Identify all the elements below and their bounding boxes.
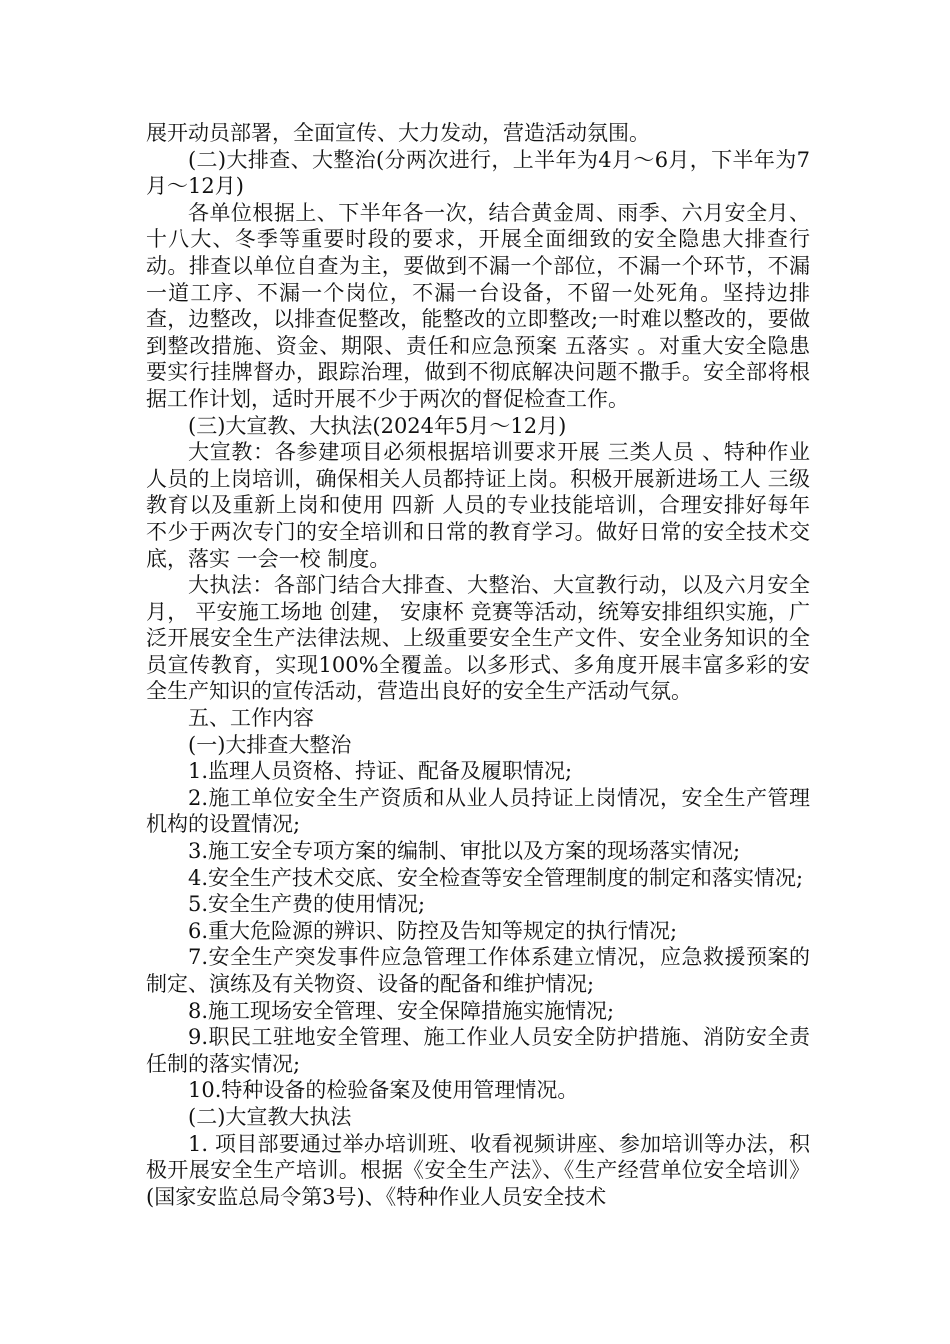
- list-item-8: 8.施工现场安全管理、安全保障措施实施情况;: [188, 998, 615, 1023]
- list-item-4: 4.安全生产技术交底、安全检查等安全管理制度的制定和落实情况;: [188, 865, 804, 890]
- paragraph-inspection-details: 各单位根据上、下半年各一次，结合黄金周、雨季、六月安全月、十八大、冬季等重要时段的要求，开展全面细致的安全隐患大排查行动。排查以单位自查为主，要做到不漏一个部位，不漏一个环节，不漏一道工序、不漏一个岗位，不漏一台设备，不留一处死角。坚持边排查，边整改，以排查促整改，能整改的立即整改;一时难以整改的，要做到整改措施、资金、期限、责任和应急预案 五落实 。对重大安全隐患要实行挂牌督办，跟踪治理，做到不彻底解决问题不撒手。安全部将根据工作计划，适时开展不少于两次的督促检查工作。: [146, 200, 810, 411]
- list-item-2: 2.施工单位安全生产资质和从业人员持证上岗情况，安全生产管理机构的设置情况;: [146, 785, 810, 837]
- list-item-7: 7.安全生产突发事件应急管理工作体系建立情况，应急救援预案的制定、演练及有关物资、设备的配备和维护情况;: [146, 945, 810, 996]
- paragraph-activity-atmosphere: 展开动员部署，全面宣传、大力发动，营造活动氛围。: [146, 121, 650, 145]
- list-item-5: 5.安全生产费的使用情况;: [188, 892, 426, 917]
- paragraph-enforcement: 大执法：各部门结合大排查、大整治、大宣教行动，以及六月安全月， 平安施工场地 创建， 安康杯 竞赛等活动，统筹安排组织实施，广泛开展安全生产法律法规、上级重要安全生产文件、安全业务知识的全员宣传教育，实现100%全覆盖。以多形式、多角度开展丰富多彩的安全生产知识的宣传活动，营造出良好的安全生产活动气氛。: [146, 573, 810, 704]
- subheading-education-enforcement: (二)大宣教大执法: [188, 1104, 352, 1129]
- section-heading-work-content: 五、工作内容: [188, 706, 314, 731]
- subheading-inspection-rectification: (一)大排查大整治: [188, 732, 352, 757]
- list-item-3: 3.施工安全专项方案的编制、审批以及方案的现场落实情况;: [188, 839, 741, 864]
- paragraph-training: 1. 项目部要通过举办培训班、收看视频讲座、参加培训等办法，积极开展安全生产培训。根据《安全生产法》、《生产经营单位安全培训》(国家安监总局令第3号)、《特种作业人员安全技术: [146, 1131, 810, 1209]
- document-page: [146, 120, 810, 1210]
- heading-big-inspection: (二)大排查、大整治(分两次进行，上半年为4月～6月，下半年为7月～12月): [146, 147, 810, 199]
- list-item-6: 6.重大危险源的辨识、防控及告知等规定的执行情况;: [188, 918, 678, 943]
- list-item-1: 1.监理人员资格、持证、配备及履职情况;: [188, 759, 573, 784]
- list-item-9: 9.职民工驻地安全管理、施工作业人员安全防护措施、消防安全责任制的落实情况;: [146, 1025, 810, 1076]
- list-item-10: 10.特种设备的检验备案及使用管理情况。: [188, 1078, 579, 1103]
- paragraph-education: 大宣教：各参建项目必须根据培训要求开展 三类人员 、特种作业人员的上岗培训，确保相关人员都持证上岗。积极开展新进场工人 三级 教育以及重新上岗和使用 四新 人员的专业技能培训，合理安排好每年不少于两次专门的安全培训和日常的教育学习。做好日常的安全技术交底，落实 一会一校 制度。: [146, 440, 810, 571]
- heading-big-education: (三)大宣教、大执法(2024年5月～12月): [188, 413, 567, 438]
